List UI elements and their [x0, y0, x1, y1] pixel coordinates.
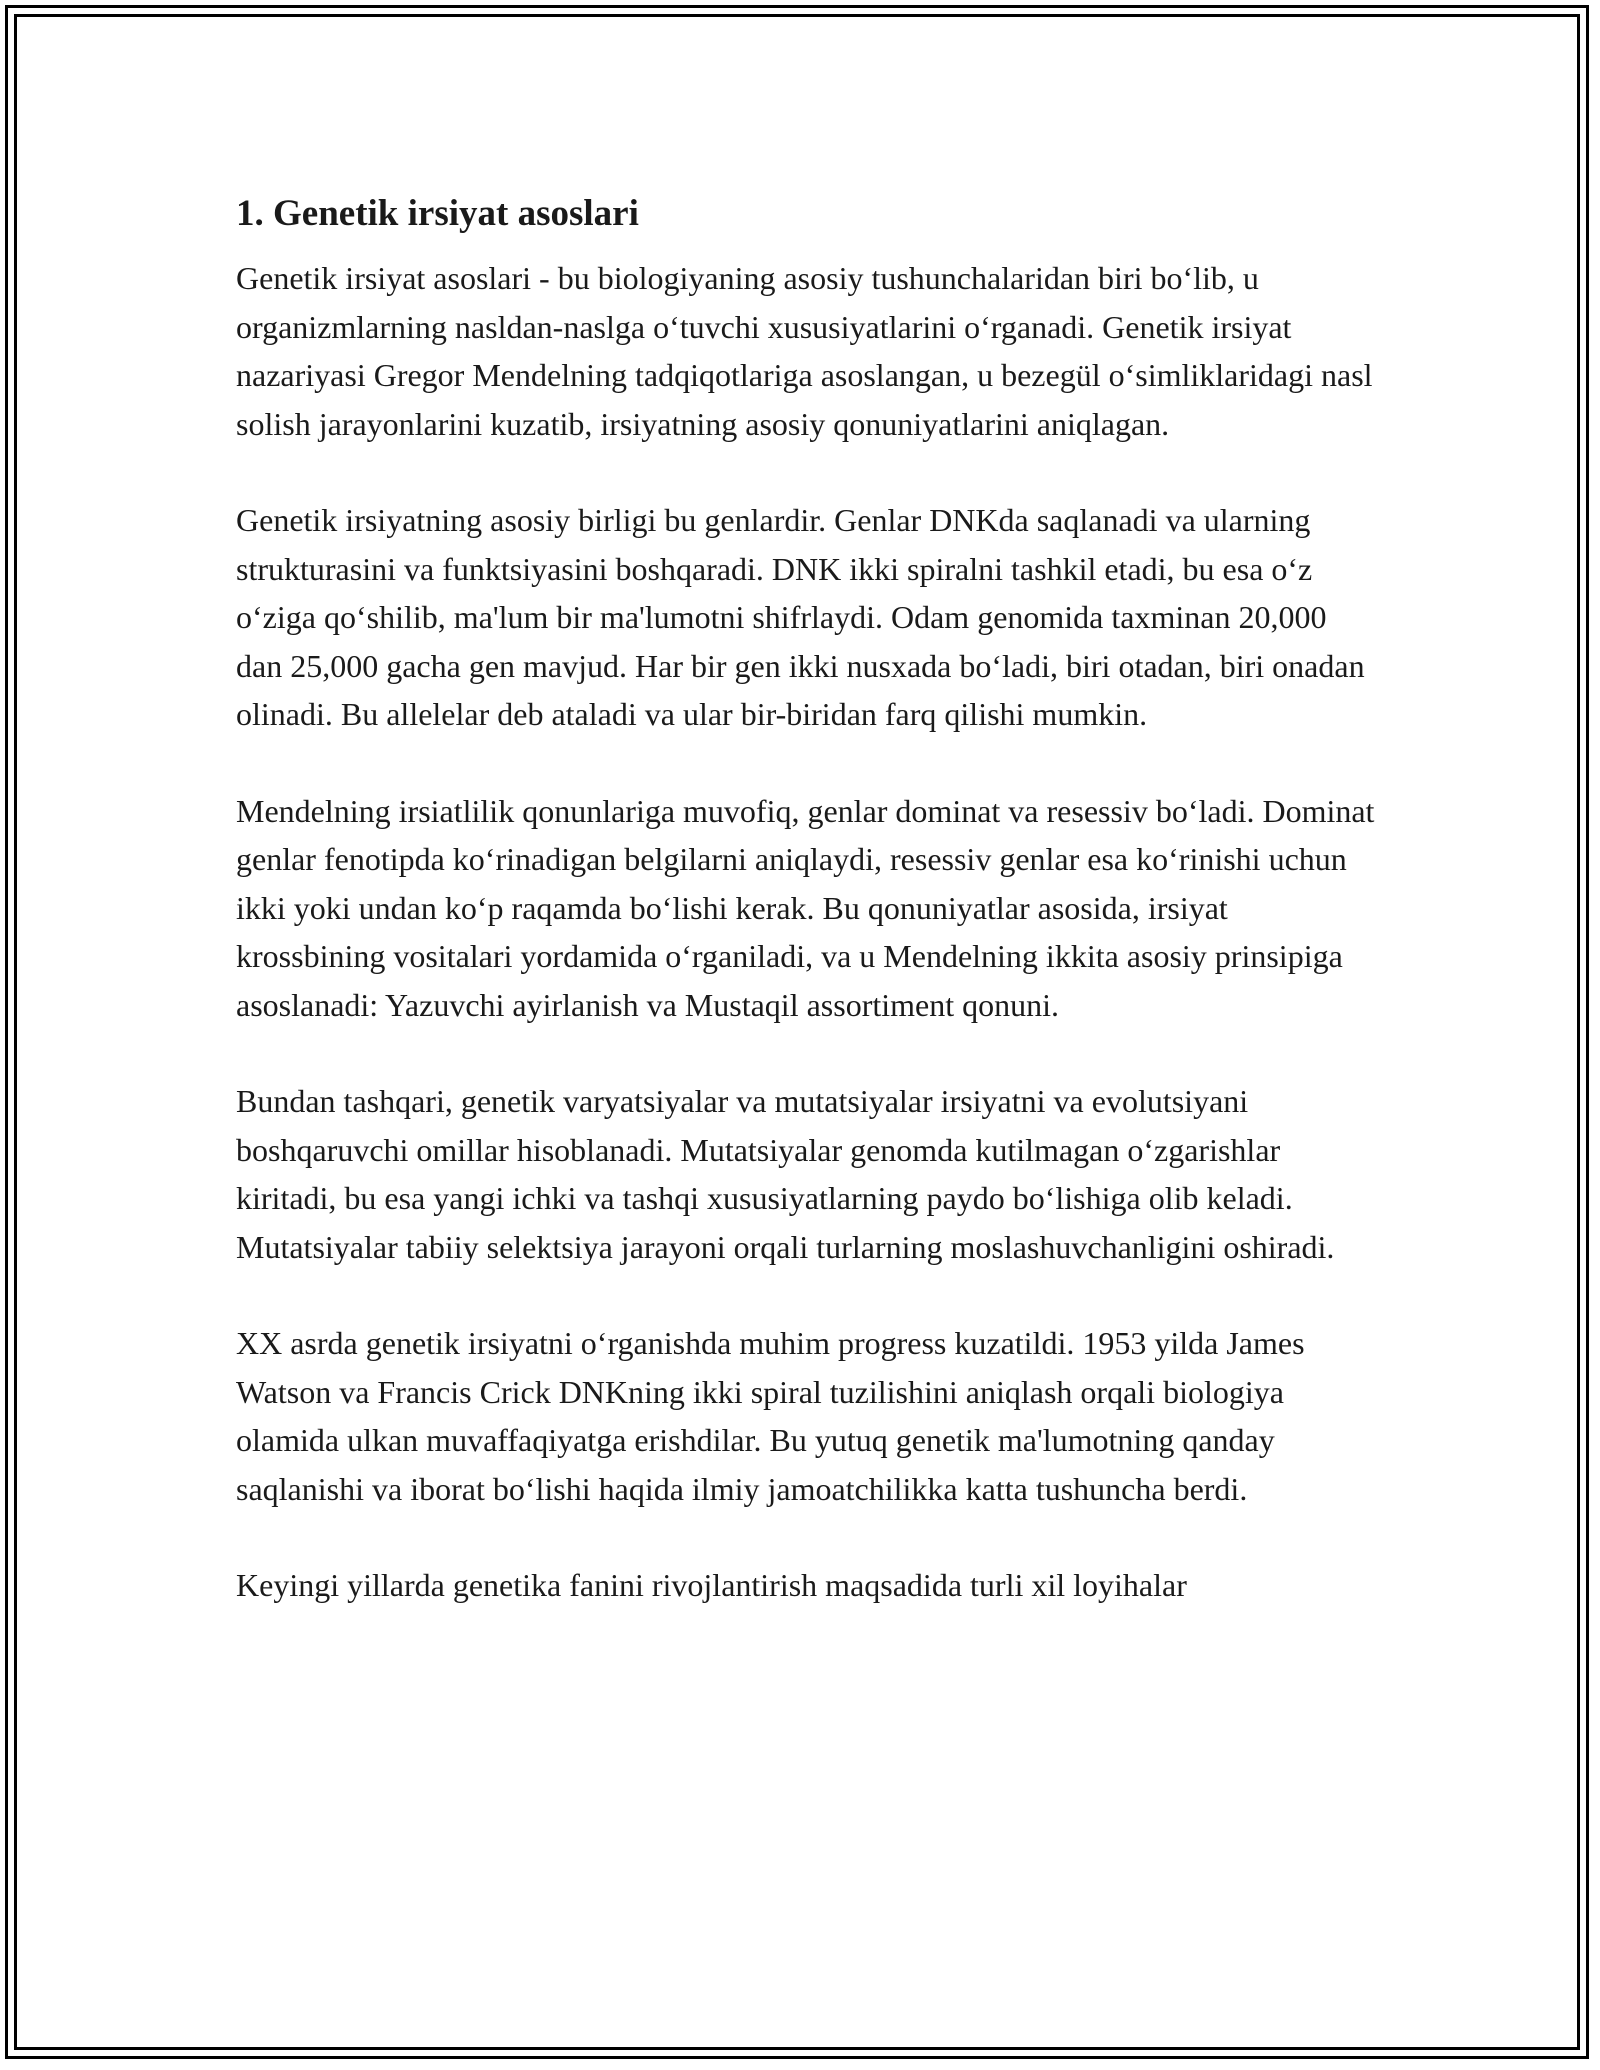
paragraph-3: Mendelning irsiatlilik qonunlariga muvofiq, genlar dominat va resessiv boʻladi. Dominat genlar fenotipda koʻrinadigan belgilarni aniqlaydi, resessiv genlar esa koʻrinishi uchun ikki yoki undan koʻp raqamda boʻlishi kerak. Bu qonuniyatlar asosida, irsiyat krossbining vositalari yordamida oʻrganiladi, va u Mendelning ikkita asosiy prinsipiga asoslanadi: Yazuvchi ayirlanish va Mustaqil assortiment qonuni.: [236, 792, 1375, 1023]
paragraph-6: Keyingi yillarda genetika fanini rivojlantirish maqsadida turli xil loyihalar: [236, 1567, 1187, 1603]
paragraph-4: Bundan tashqari, genetik varyatsiyalar va mutatsiyalar irsiyatni va evolutsiyani boshqaruvchi omillar hisoblanadi. Mutatsiyalar genomda kutilmagan oʻzgarishlar kiritadi, bu esa yangi ichki va tashqi xususiyatlarning paydo boʻlishiga olib keladi. Mutatsiyalar tabiiy selektsiya jarayoni orqali turlarning moslashuvchanligini oshiradi.: [236, 1083, 1335, 1265]
paragraph-1: Genetik irsiyat asoslari - bu biologiyaning asosiy tushunchalaridan biri boʻlib, u organizmlarning nasldan-naslga oʻtuvchi xususiyatlarini oʻrganadi. Genetik irsiyat nazariyasi Gregor Mendelning tadqiqotlariga asoslangan, u bezegül oʻsimliklaridagi nasl solish jarayonlarini kuzatib, irsiyatning asosiy qonuniyatlarini aniqlagan.: [236, 260, 1373, 442]
section-heading: 1. Genetik irsiyat asoslari: [236, 193, 639, 234]
paragraph-2: Genetik irsiyatning asosiy birligi bu genlardir. Genlar DNKda saqlanadi va ularning strukturasini va funktsiyasini boshqaradi. DNK ikki spiralni tashkil etadi, bu esa oʻz oʻziga qoʻshilib, ma'lum bir ma'lumotni shifrlaydi. Odam genomida taxminan 20,000 dan 25,000 gacha gen mavjud. Har bir gen ikki nusxada boʻladi, biri otadan, biri onadan olinadi. Bu allelelar deb ataladi va ular bir-biridan farq qilishi mumkin.: [236, 502, 1365, 732]
paragraph-5: XX asrda genetik irsiyatni oʻrganishda muhim progress kuzatildi. 1953 yilda James Watson va Francis Crick DNKning ikki spiral tuzilishini aniqlash orqali biologiya olamida ulkan muvaffaqiyatga erishdilar. Bu yutuq genetik ma'lumotning qanday saqlanishi va iborat boʻlishi haqida ilmiy jamoatchilikka katta tushuncha berdi.: [236, 1325, 1305, 1507]
document-body: [236, 190, 1376, 1658]
